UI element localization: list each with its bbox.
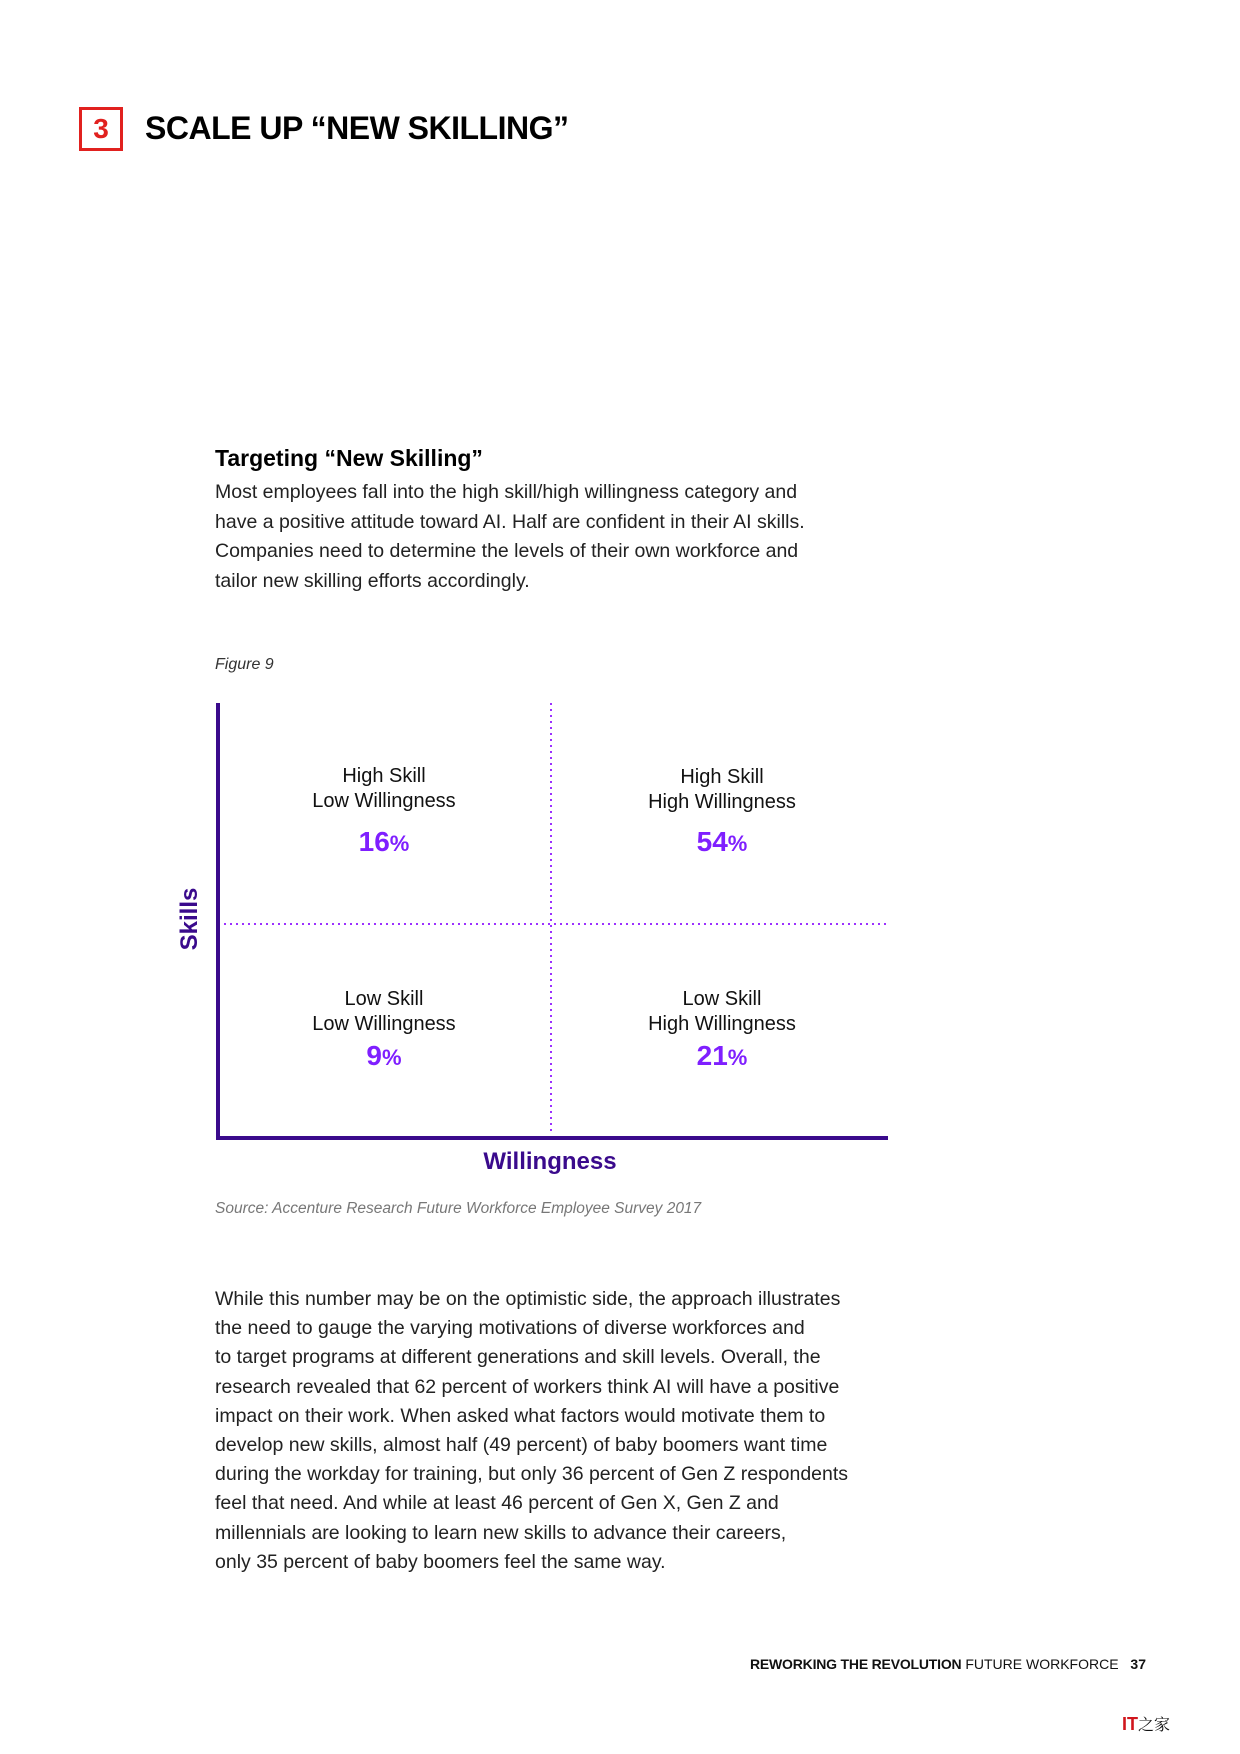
body-line: research revealed that 62 percent of workers think AI will have a positive bbox=[215, 1375, 840, 1398]
value-number: 54 bbox=[696, 826, 728, 857]
body-line: feel that need. And while at least 46 percent of Gen X, Gen Z and bbox=[215, 1492, 779, 1515]
intro-line: tailor new skilling efforts accordingly. bbox=[215, 569, 530, 592]
value-unit: % bbox=[382, 1045, 402, 1070]
body-line: during the workday for training, but only 36 percent of Gen Z respondents bbox=[215, 1463, 849, 1486]
quadrant-line1: High Skill bbox=[680, 766, 764, 788]
quadrant-bottom-right-value bbox=[572, 1040, 872, 1072]
page-number: 37 bbox=[1130, 1656, 1146, 1672]
body-line: impact on their work. When asked what factors would motivate them to bbox=[215, 1404, 826, 1427]
body-line: the need to gauge the varying motivations of diverse workforces and bbox=[215, 1317, 805, 1340]
footer-title-bold: REWORKING THE REVOLUTION bbox=[750, 1656, 962, 1672]
intro-line: Companies need to determine the levels of their own workforce and bbox=[215, 540, 799, 562]
intro-line: Most employees fall into the high skill/high willingness category and bbox=[215, 481, 798, 503]
quadrant-top-right-value bbox=[572, 826, 872, 858]
section-number-badge: 3 bbox=[79, 107, 123, 151]
quadrant-line2: High Willingness bbox=[648, 1013, 796, 1035]
footer-title-regular: FUTURE WORKFORCE bbox=[965, 1656, 1119, 1672]
watermark-logo: IT bbox=[1122, 1714, 1138, 1734]
watermark bbox=[1122, 1712, 1170, 1735]
section-title: SCALE UP “NEW SKILLING” bbox=[145, 110, 569, 146]
quadrant-line2: Low Willingness bbox=[312, 1013, 456, 1035]
value-unit: % bbox=[389, 831, 410, 856]
quadrant-top-right-label bbox=[572, 765, 872, 815]
quadrant-line1: Low Skill bbox=[344, 988, 424, 1010]
body-line: develop new skills, almost half (49 percent) of baby boomers want time bbox=[215, 1434, 828, 1457]
body-line: only 35 percent of baby boomers feel the same way. bbox=[215, 1550, 666, 1573]
quadrant-top-left-label bbox=[234, 764, 534, 814]
value-unit: % bbox=[727, 831, 748, 856]
watermark-text: 之家 bbox=[1138, 1715, 1171, 1734]
figure-heading: Targeting “New Skilling” bbox=[215, 445, 483, 471]
quadrant-bottom-left-value bbox=[234, 1040, 534, 1072]
figure-label: Figure 9 bbox=[215, 656, 274, 673]
body-line: to target programs at different generations and skill levels. Overall, the bbox=[215, 1346, 821, 1369]
value-unit: % bbox=[727, 1045, 748, 1070]
page-footer bbox=[750, 1656, 1146, 1672]
value-number: 9 bbox=[366, 1040, 382, 1071]
value-number: 16 bbox=[358, 826, 390, 857]
body-line: millennials are looking to learn new skills to advance their careers, bbox=[215, 1521, 787, 1544]
intro-line: have a positive attitude toward AI. Half are confident in their AI skills. bbox=[215, 510, 805, 533]
body-line: While this number may be on the optimistic side, the approach illustrates bbox=[215, 1288, 841, 1310]
quadrant-line1: High Skill bbox=[342, 765, 426, 787]
quadrant-line1: Low Skill bbox=[682, 988, 762, 1010]
quadrant-bottom-left-label bbox=[234, 987, 534, 1037]
y-axis-label: Skills bbox=[176, 887, 203, 951]
body-paragraph bbox=[215, 1285, 935, 1577]
quadrant-line2: High Willingness bbox=[648, 791, 796, 813]
figure-source: Source: Accenture Research Future Workforce Employee Survey 2017 bbox=[215, 1200, 702, 1217]
value-number: 21 bbox=[696, 1040, 728, 1071]
quadrant-bottom-right-label bbox=[572, 987, 872, 1037]
x-axis-label: Willingness bbox=[483, 1148, 617, 1175]
quadrant-line2: Low Willingness bbox=[312, 790, 456, 812]
quadrant-top-left-value bbox=[234, 826, 534, 858]
